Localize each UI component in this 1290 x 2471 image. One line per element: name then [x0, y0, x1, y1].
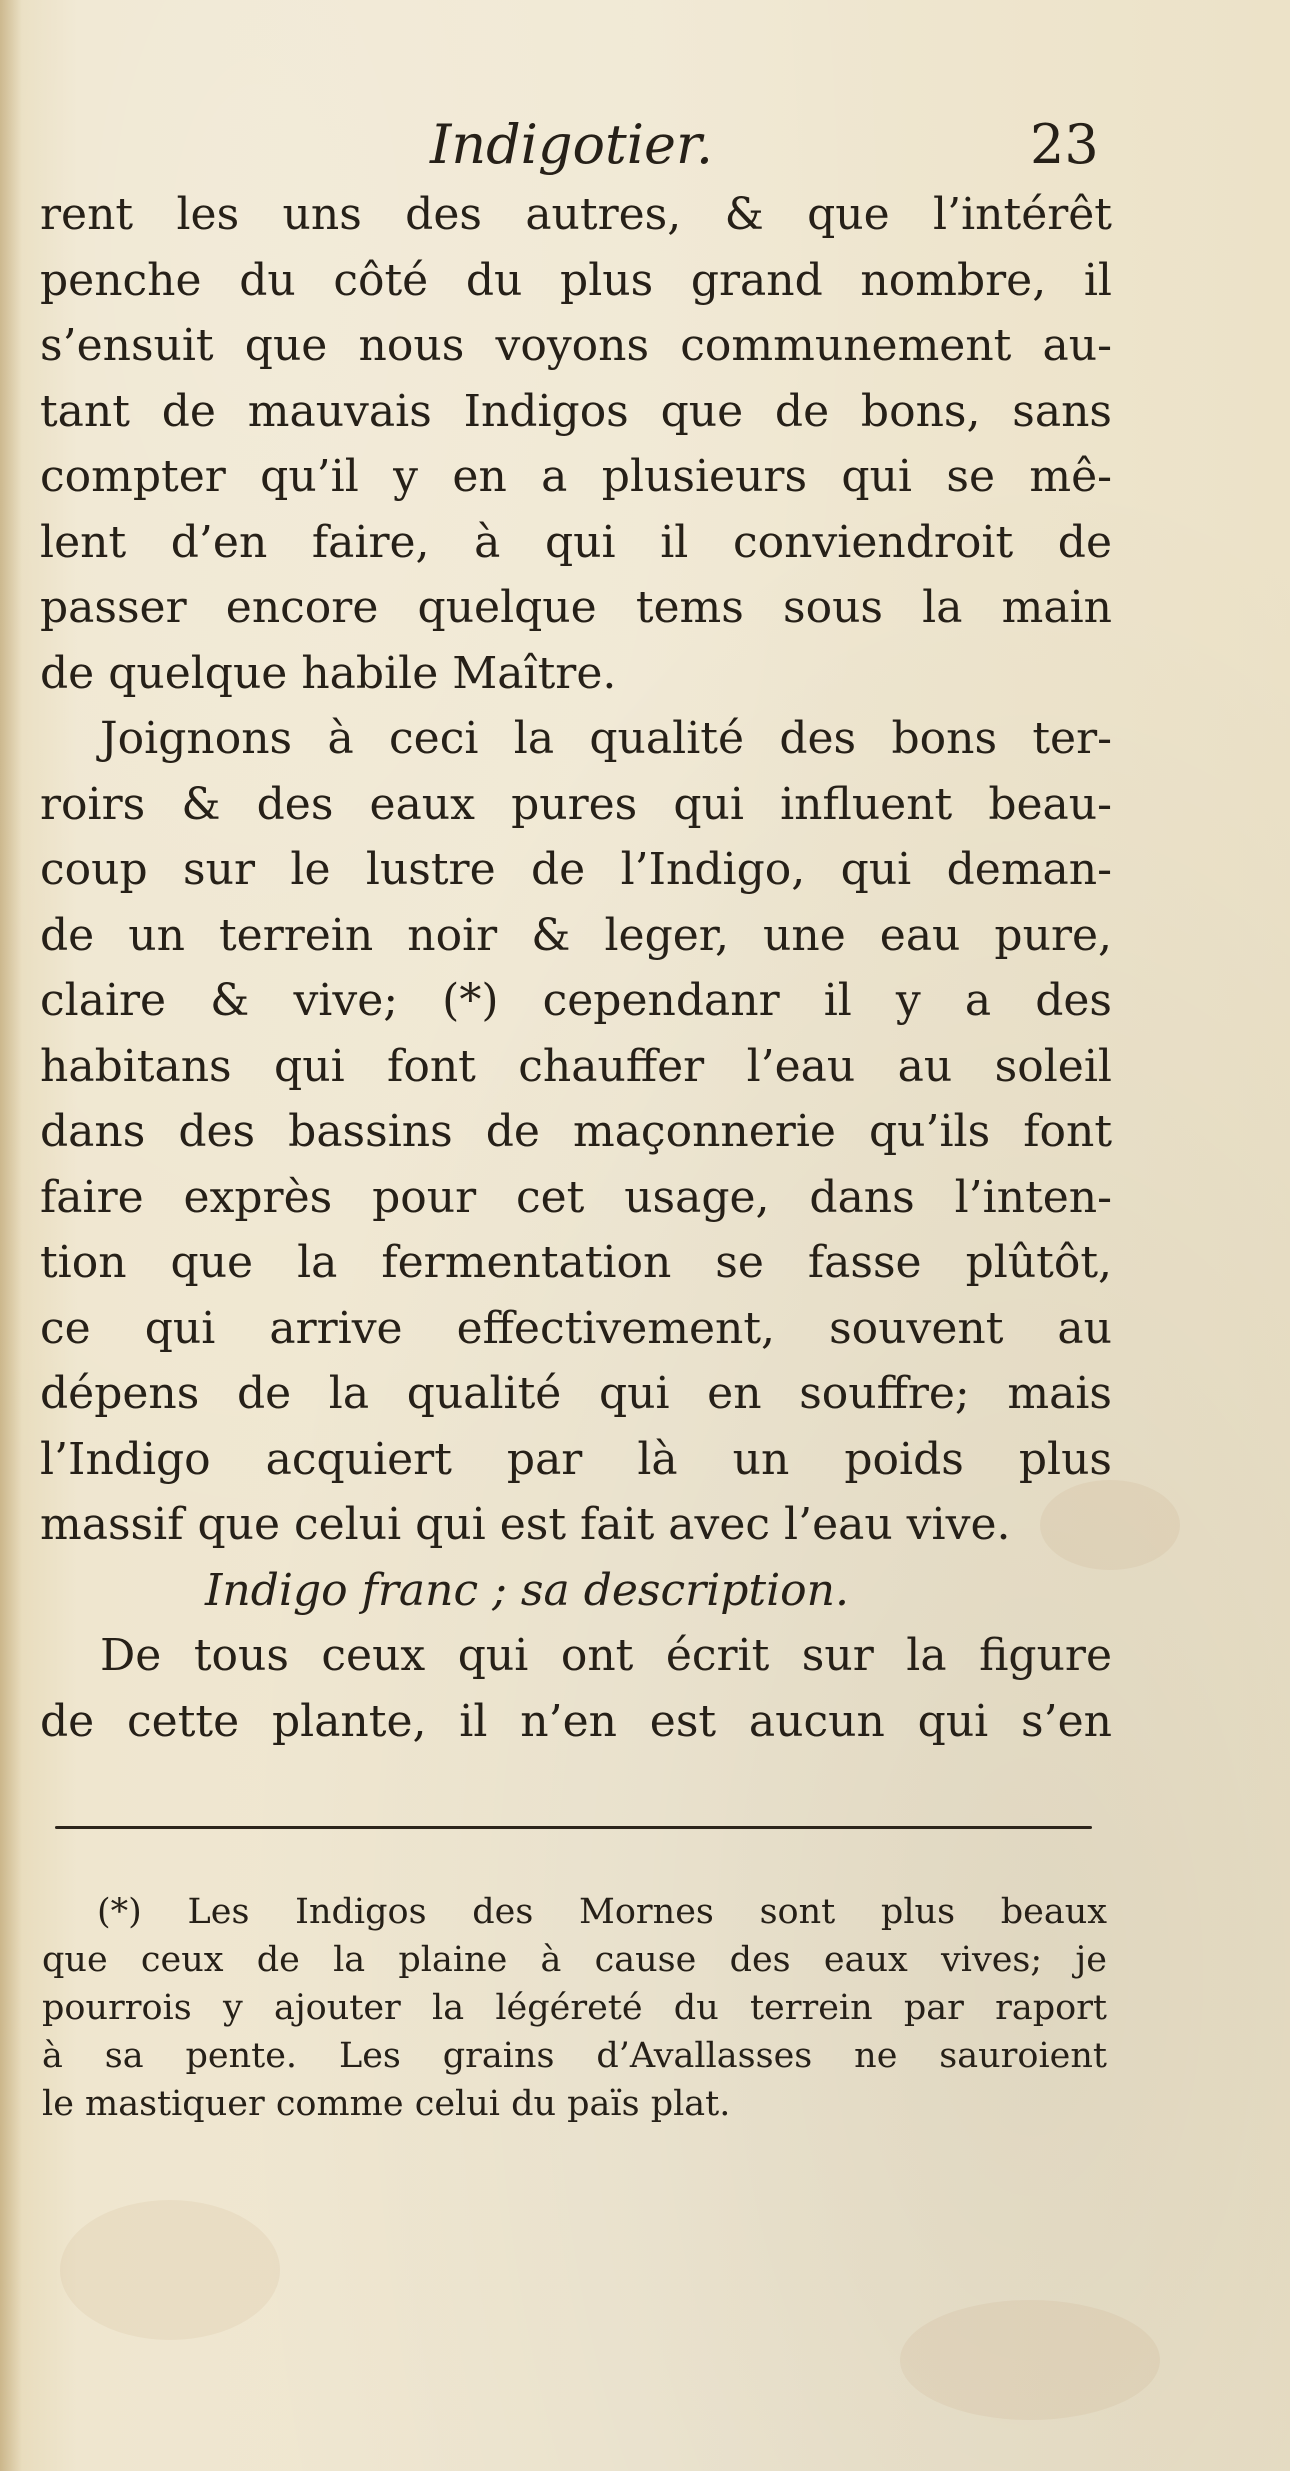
text-line: faire exprès pour cet usage, dans l’inten-	[40, 1171, 1112, 1223]
text-line: s’ensuit que nous voyons communement au-	[40, 320, 1112, 371]
page-header	[0, 115, 1290, 175]
section-heading: Indigo franc ; sa description.	[205, 1564, 849, 1616]
text-line: de un terrein noir & leger, une eau pure,	[40, 909, 1112, 961]
text-line: De tous ceux qui ont écrit sur la figure	[100, 1630, 1112, 1681]
footnote	[42, 1888, 1107, 2128]
text-line: passer encore quelque tems sous la main	[40, 582, 1112, 633]
footnote-line: le mastiquer comme celui du païs plat.	[42, 2084, 731, 2124]
text-line: compter qu’il y en a plusieurs qui se mê-	[40, 451, 1112, 502]
text-line: l’Indigo acquiert par là un poids plus	[40, 1433, 1112, 1485]
footnote-line: à sa pente. Les grains d’Avallasses ne sauroient	[42, 2036, 1107, 2076]
text-line: dans des bassins de maçonnerie qu’ils font	[40, 1106, 1112, 1157]
footnote-divider	[55, 1826, 1092, 1829]
footnote-line: que ceux de la plaine à cause des eaux vives; je	[42, 1940, 1107, 1980]
footnote-line: pourrois y ajouter la légéreté du terrein par raport	[42, 1988, 1107, 2028]
text-line: Joignons à ceci la qualité des bons ter-	[100, 713, 1112, 764]
text-line: rent les uns des autres, & que l’intérêt	[40, 189, 1112, 240]
text-line: tant de mauvais Indigos que de bons, sans	[40, 385, 1112, 437]
paper-stain	[60, 2200, 280, 2340]
text-line: roirs & des eaux pures qui influent beau-	[40, 778, 1112, 830]
text-line: coup sur le lustre de l’Indigo, qui deman-	[40, 844, 1112, 895]
text-line: habitans qui font chauffer l’eau au soleil	[40, 1040, 1112, 1092]
page-binding-edge	[0, 0, 22, 2471]
text-line: de quelque habile Maître.	[40, 647, 617, 699]
text-line: massif que celui qui est fait avec l’eau vive.	[40, 1499, 1011, 1550]
text-line: claire & vive; (*) cependanr il y a des	[40, 975, 1112, 1026]
page-number: 23	[1030, 113, 1099, 176]
text-line: de cette plante, il n’en est aucun qui s’en	[40, 1695, 1112, 1747]
text-line: ce qui arrive effectivement, souvent au	[40, 1302, 1112, 1354]
paper-stain	[900, 2300, 1160, 2420]
text-line: dépens de la qualité qui en souffre; mais	[40, 1368, 1112, 1419]
running-title: Indigotier.	[430, 113, 713, 176]
text-line: tion que la fermentation se fasse plûtôt,	[40, 1237, 1112, 1288]
main-text	[40, 182, 1112, 1754]
text-line: penche du côté du plus grand nombre, il	[40, 254, 1112, 306]
text-line: lent d’en faire, à qui il conviendroit de	[40, 516, 1112, 568]
footnote-line: (*) Les Indigos des Mornes sont plus beaux	[97, 1892, 1107, 1932]
